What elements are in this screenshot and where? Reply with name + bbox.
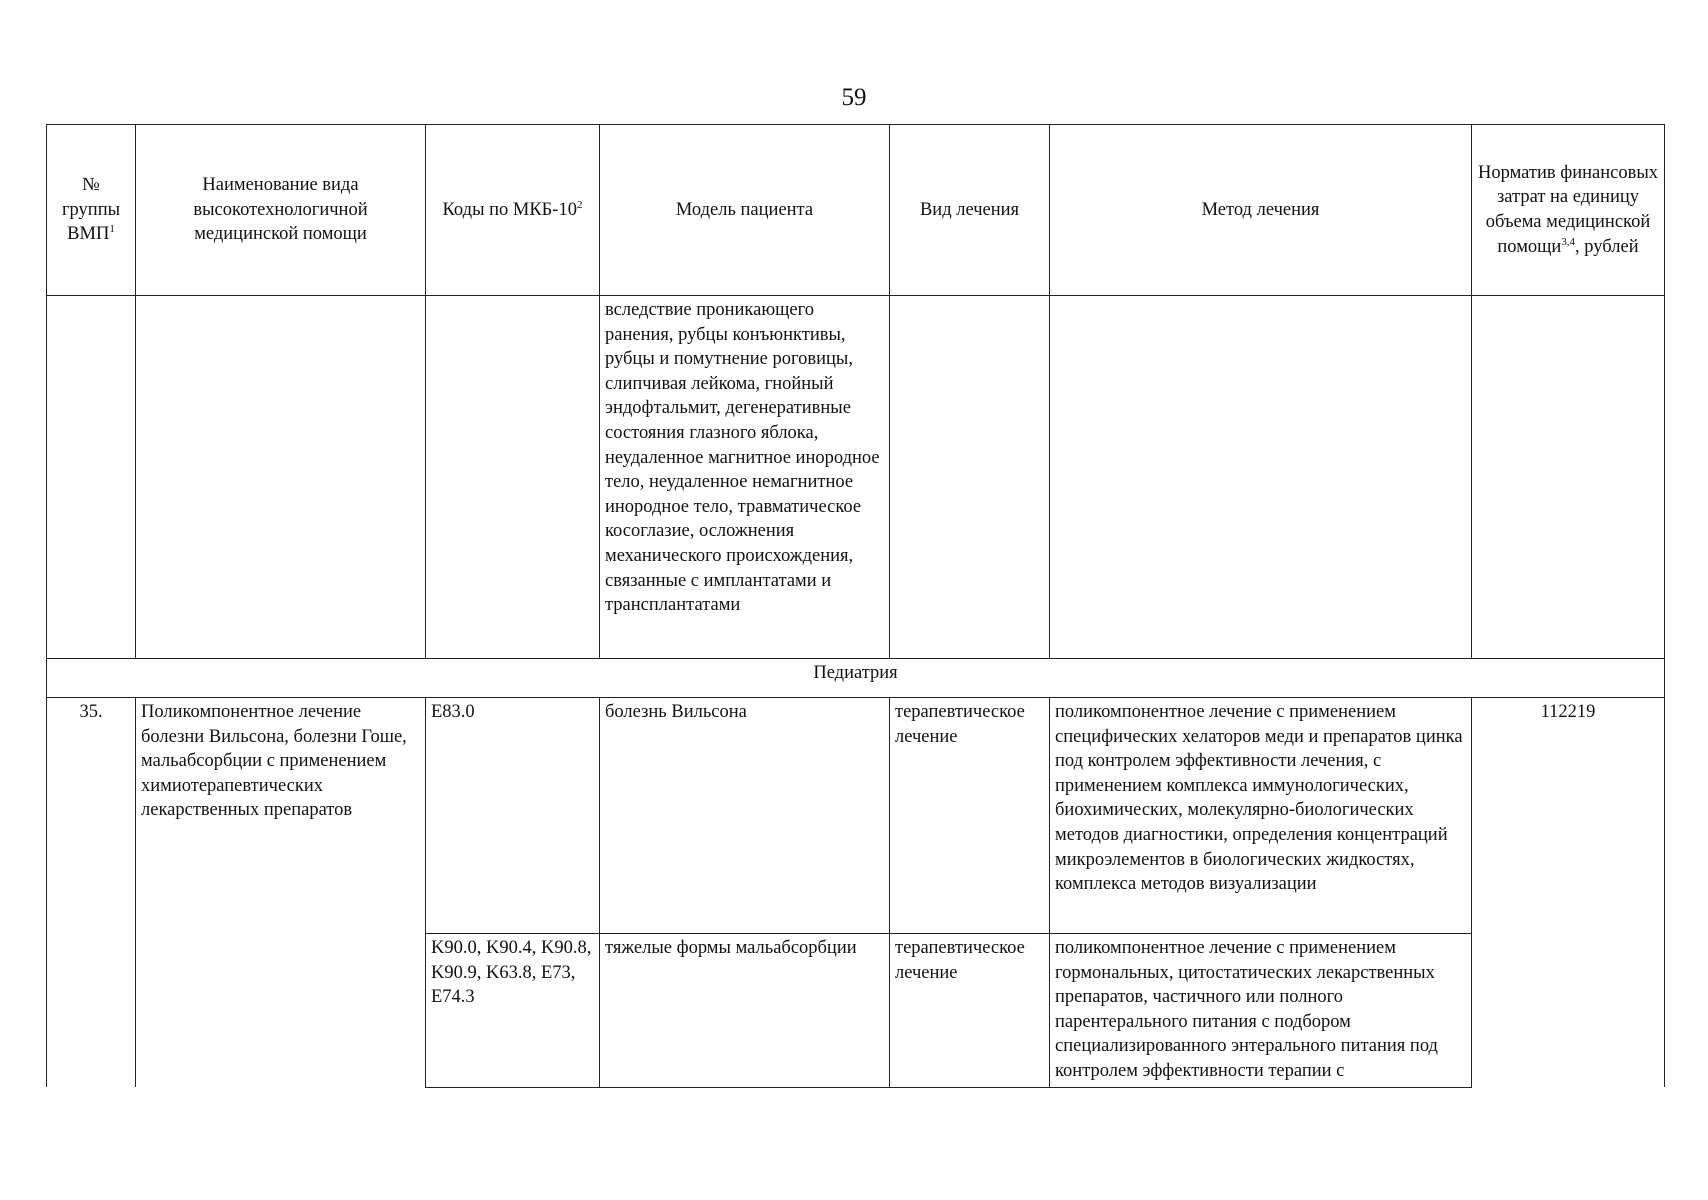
cell-cost: 112219 bbox=[1472, 698, 1665, 934]
header-treatment-method: Метод лечения bbox=[1050, 125, 1472, 296]
cell-treatment-method: поликомпонентное лечение с применением гормональных, цитостатических лекарственных препаратов, частичного или полного парентерального питания с подбором специализированного энтерального питания под контролем эффективности терапии с bbox=[1050, 934, 1472, 1088]
cell-cost bbox=[1472, 934, 1665, 1088]
cell-group-number bbox=[47, 934, 136, 1088]
section-title: Педиатрия bbox=[47, 659, 1665, 698]
cell-treatment-method bbox=[1050, 296, 1472, 659]
header-patient-model: Модель пациента bbox=[600, 125, 890, 296]
cell-care-name: Поликомпонентное лечение болезни Вильсона, болезни Гоше, мальабсорбции с применением химиотерапевтических лекарственных препаратов bbox=[136, 698, 426, 934]
vmp-table bbox=[46, 124, 1665, 1088]
header-cost-standard: Норматив финансовых затрат на единицу объема медицинской помощи$^{3,4}$, рублей bbox=[1472, 125, 1665, 296]
table-row bbox=[47, 296, 1665, 659]
cell-icd-codes: K90.0, K90.4, K90.8, K90.9, K63.8, E73, E74.3 bbox=[426, 934, 600, 1088]
cell-patient-model: тяжелые формы мальабсорбции bbox=[600, 934, 890, 1088]
cell-care-name bbox=[136, 296, 426, 659]
table-header-row bbox=[47, 125, 1665, 296]
table-row bbox=[47, 934, 1665, 1088]
cell-treatment-type: терапевтическое лечение bbox=[890, 698, 1050, 934]
cell-icd-codes: E83.0 bbox=[426, 698, 600, 934]
cell-group-number bbox=[47, 296, 136, 659]
header-care-name: Наименование вида высокотехнологичной медицинской помощи bbox=[136, 125, 426, 296]
table-row bbox=[47, 698, 1665, 934]
cell-treatment-type: терапевтическое лечение bbox=[890, 934, 1050, 1088]
cell-icd-codes bbox=[426, 296, 600, 659]
page-number: 59 bbox=[841, 84, 867, 111]
header-icd-codes: Коды по МКБ-$10^2$ bbox=[426, 125, 600, 296]
cell-treatment-type bbox=[890, 296, 1050, 659]
cell-care-name bbox=[136, 934, 426, 1088]
section-row bbox=[47, 659, 1665, 698]
cell-group-number: 35. bbox=[47, 698, 136, 934]
cell-patient-model: болезнь Вильсона bbox=[600, 698, 890, 934]
header-group-number: № группы ВМП$^1$ bbox=[47, 125, 136, 296]
cell-treatment-method: поликомпонентное лечение с применением специфических хелаторов меди и препаратов цинка под контролем эффективности лечения, с применением комплекса иммунологических, биохимических, молекулярно-биологических методов диагностики, определения концентраций микроэлементов в биологических жидкостях, комплекса методов визуализации bbox=[1050, 698, 1472, 934]
cell-patient-model: вследствие проникающего ранения, рубцы конъюнктивы, рубцы и помутнение роговицы, слипчивая лейкома, гнойный эндофтальмит, дегенеративные состояния глазного яблока, неудаленное магнитное инородное тело, неудаленное немагнитное инородное тело, травматическое косоглазие, осложнения механического происхождения, связанные с имплантатами и трансплантатами bbox=[600, 296, 890, 659]
header-treatment-type: Вид лечения bbox=[890, 125, 1050, 296]
cell-cost bbox=[1472, 296, 1665, 659]
